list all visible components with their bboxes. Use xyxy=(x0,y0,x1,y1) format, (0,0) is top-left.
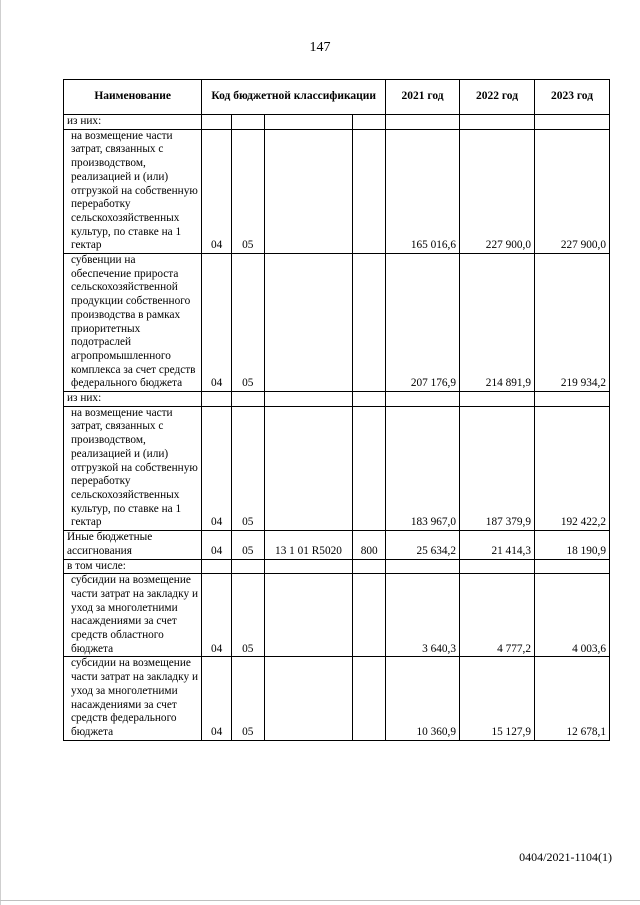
code-section: 04 xyxy=(202,531,232,559)
page-number: 147 xyxy=(309,40,331,55)
value-2022: 187 379,9 xyxy=(460,406,535,530)
scan-edge-left xyxy=(0,0,1,905)
code-expense-type xyxy=(353,406,386,530)
table-row xyxy=(64,406,610,530)
value-2023: 4 003,6 xyxy=(534,574,609,657)
value-2023: 219 934,2 xyxy=(534,254,609,392)
value-2022: 214 891,9 xyxy=(460,254,535,392)
code-section: 04 xyxy=(202,574,232,657)
row-name: из них: xyxy=(64,115,202,130)
code-expense-type xyxy=(353,129,386,253)
table-row xyxy=(64,574,610,657)
code-target: 13 1 01 R5020 xyxy=(264,531,353,559)
value-2023: 227 900,0 xyxy=(534,129,609,253)
value-2022: 227 900,0 xyxy=(460,129,535,253)
code-section: 04 xyxy=(202,254,232,392)
header-2022: 2022 год xyxy=(460,80,535,115)
header-2023: 2023 год xyxy=(534,80,609,115)
table-row xyxy=(64,531,610,559)
code-expense-type xyxy=(353,254,386,392)
table-row xyxy=(64,559,610,574)
value-2021: 165 016,6 xyxy=(386,129,460,253)
row-name: из них: xyxy=(64,392,202,407)
row-name: субсидии на возмещение части затрат на закладку и уход за многолетними насаждениями за счет средств федерального бюджета xyxy=(64,657,202,740)
value-2022: 21 414,3 xyxy=(460,531,535,559)
budget-table xyxy=(63,79,610,741)
value-2021: 10 360,9 xyxy=(386,657,460,740)
row-name: на возмещение части затрат, связанных с производством, реализацией и (или) отгрузкой на собственную переработку сельскохозяйственных культур, по ставке на 1 гектар xyxy=(64,129,202,253)
table-header-row xyxy=(64,80,610,115)
code-section: 04 xyxy=(202,129,232,253)
table-row xyxy=(64,129,610,253)
table-row xyxy=(64,115,610,130)
code-target xyxy=(264,406,353,530)
table-row xyxy=(64,392,610,407)
row-name: Иные бюджетные ассигнования xyxy=(64,531,202,559)
scan-edge-bottom xyxy=(0,900,640,901)
code-subsection: 05 xyxy=(231,406,264,530)
value-2022: 15 127,9 xyxy=(460,657,535,740)
header-2021: 2021 год xyxy=(386,80,460,115)
code-subsection: 05 xyxy=(231,574,264,657)
value-2021: 25 634,2 xyxy=(386,531,460,559)
row-name: субвенции на обеспечение прироста сельскохозяйственной продукции собственного производства в рамках приоритетных подотраслей агропромышленного комплекса за счет средств федерального бюджета xyxy=(64,254,202,392)
value-2023: 18 190,9 xyxy=(534,531,609,559)
code-subsection: 05 xyxy=(231,657,264,740)
code-target xyxy=(264,254,353,392)
value-2021: 183 967,0 xyxy=(386,406,460,530)
code-expense-type xyxy=(353,657,386,740)
code-subsection: 05 xyxy=(231,129,264,253)
value-2023: 12 678,1 xyxy=(534,657,609,740)
value-2022: 4 777,2 xyxy=(460,574,535,657)
value-2021: 207 176,9 xyxy=(386,254,460,392)
code-subsection: 05 xyxy=(231,254,264,392)
code-section: 04 xyxy=(202,657,232,740)
code-expense-type: 800 xyxy=(353,531,386,559)
code-subsection: 05 xyxy=(231,531,264,559)
row-name: в том числе: xyxy=(64,559,202,574)
row-name: на возмещение части затрат, связанных с производством, реализацией и (или) отгрузкой на собственную переработку сельскохозяйственных культур, по ставке на 1 гектар xyxy=(64,406,202,530)
row-name: субсидии на возмещение части затрат на закладку и уход за многолетними насаждениями за счет средств областного бюджета xyxy=(64,574,202,657)
header-name: Наименование xyxy=(64,80,202,115)
code-expense-type xyxy=(353,574,386,657)
code-section: 04 xyxy=(202,406,232,530)
value-2023: 192 422,2 xyxy=(534,406,609,530)
code-target xyxy=(264,574,353,657)
code-target xyxy=(264,657,353,740)
value-2021: 3 640,3 xyxy=(386,574,460,657)
table-row xyxy=(64,657,610,740)
code-target xyxy=(264,129,353,253)
document-code: 0404/2021-1104(1) xyxy=(519,850,612,864)
table-row xyxy=(64,254,610,392)
header-code: Код бюджетной классификации xyxy=(202,80,386,115)
